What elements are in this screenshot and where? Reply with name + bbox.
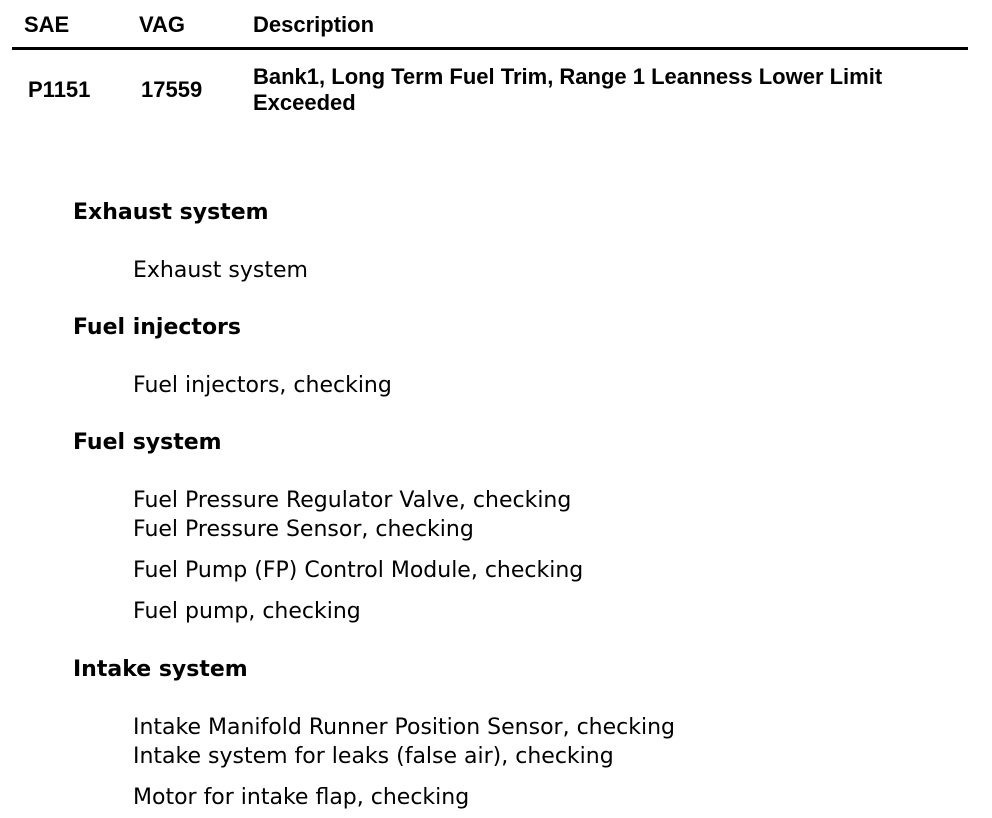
section-title-fuel-system: Fuel system xyxy=(73,430,222,455)
table-row xyxy=(12,50,968,120)
check-item-intake-leaks: Intake system for leaks (false air), checking xyxy=(133,744,614,769)
check-item-fuel-injectors: Fuel injectors, checking xyxy=(133,373,392,398)
column-header-description: Description xyxy=(253,12,375,37)
check-item-fuel-pressure-sensor: Fuel Pressure Sensor, checking xyxy=(133,517,474,542)
vag-code: 17559 xyxy=(141,77,203,102)
check-item-exhaust-system: Exhaust system xyxy=(133,258,308,283)
check-item-fuel-pump-control-module: Fuel Pump (FP) Control Module, checking xyxy=(133,558,584,583)
table-header-row xyxy=(12,0,968,50)
section-title-exhaust-system: Exhaust system xyxy=(73,200,269,225)
dtc-table xyxy=(12,0,968,120)
check-item-intake-manifold-runner-sensor: Intake Manifold Runner Position Sensor, checking xyxy=(133,715,675,740)
check-item-fuel-pump: Fuel pump, checking xyxy=(133,599,361,624)
section-title-fuel-injectors: Fuel injectors xyxy=(73,315,241,340)
column-header-vag: VAG xyxy=(139,12,186,37)
check-item-intake-flap-motor: Motor for intake flap, checking xyxy=(133,785,470,810)
fault-description: Bank1, Long Term Fuel Trim, Range 1 Leanness Lower Limit Exceeded xyxy=(253,64,883,115)
column-header-sae: SAE xyxy=(24,12,70,37)
sae-code: P1151 xyxy=(28,77,91,102)
check-item-fuel-pressure-regulator: Fuel Pressure Regulator Valve, checking xyxy=(133,488,572,513)
section-title-intake-system: Intake system xyxy=(73,657,248,682)
